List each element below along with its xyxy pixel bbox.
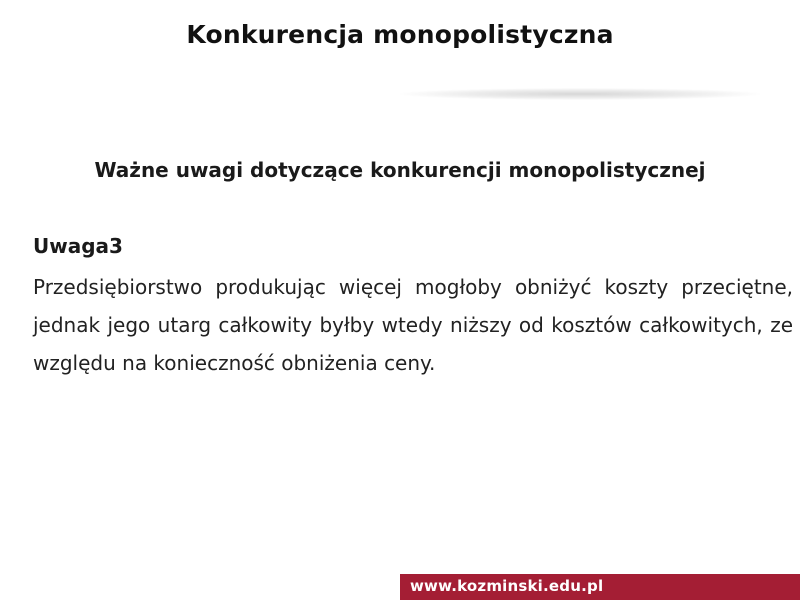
footer-bar [400,574,800,600]
title-underline-shadow [400,88,760,100]
subheading: Ważne uwagi dotyczące konkurencji monopolistycznej [94,158,706,182]
slide-title: Konkurencja monopolistyczna [186,20,614,49]
note-label: Uwaga3 [33,234,123,258]
note-body: Przedsiębiorstwo produkując więcej mogłoby obniżyć koszty przeciętne, jednak jego utarg całkowity byłby wtedy niższy od kosztów całkowitych, ze względu na konieczność obniżenia ceny. [33,275,793,375]
footer-url: www.kozminski.edu.pl [410,577,604,595]
